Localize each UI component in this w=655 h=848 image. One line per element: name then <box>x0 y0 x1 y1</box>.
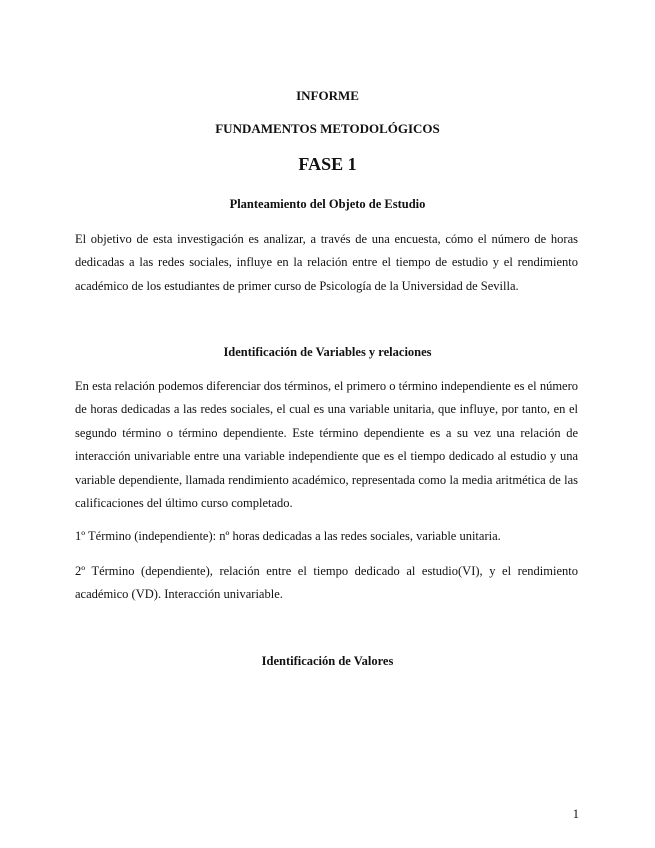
term-1-line: 1º Término (independiente): nº horas dedicadas a las redes sociales, variable unitaria. <box>75 529 501 543</box>
phase-heading: FASE 1 <box>298 154 357 174</box>
section-heading-variables: Identificación de Variables y relaciones <box>223 345 432 359</box>
term-2-paragraph: 2º Término (dependiente), relación entre el tiempo dedicado al estudio(VI), y el rendimiento académico (VD). Interacción univariable. <box>75 564 578 602</box>
section-heading-planteamiento: Planteamiento del Objeto de Estudio <box>229 197 426 211</box>
page-number: 1 <box>572 807 579 821</box>
section-heading-valores: Identificación de Valores <box>261 654 394 668</box>
document-subtitle: FUNDAMENTOS METODOLÓGICOS <box>215 121 440 136</box>
paragraph-planteamiento: El objetivo de esta investigación es analizar, a través de una encuesta, cómo el número de horas dedicadas a las redes sociales, influye en la relación entre el tiempo de estudio y el rendimiento académico de los estudiantes de primer curso de Psicología de la Universidad de Sevilla. <box>75 232 578 293</box>
paragraph-variables: En esta relación podemos diferenciar dos términos, el primero o término independiente es el número de horas dedicadas a las redes sociales, el cual es una variable unitaria, que influye, por tanto, en el segundo término o término dependiente. Este término dependiente es a su vez una relación de interacción univariable entre una variable independiente que es el tiempo dedicado al estudio y una variable dependiente, llamada rendimiento académico, representada como la media aritmética de las calificaciones del último curso completado. <box>75 379 578 511</box>
document-title: INFORME <box>296 88 359 103</box>
